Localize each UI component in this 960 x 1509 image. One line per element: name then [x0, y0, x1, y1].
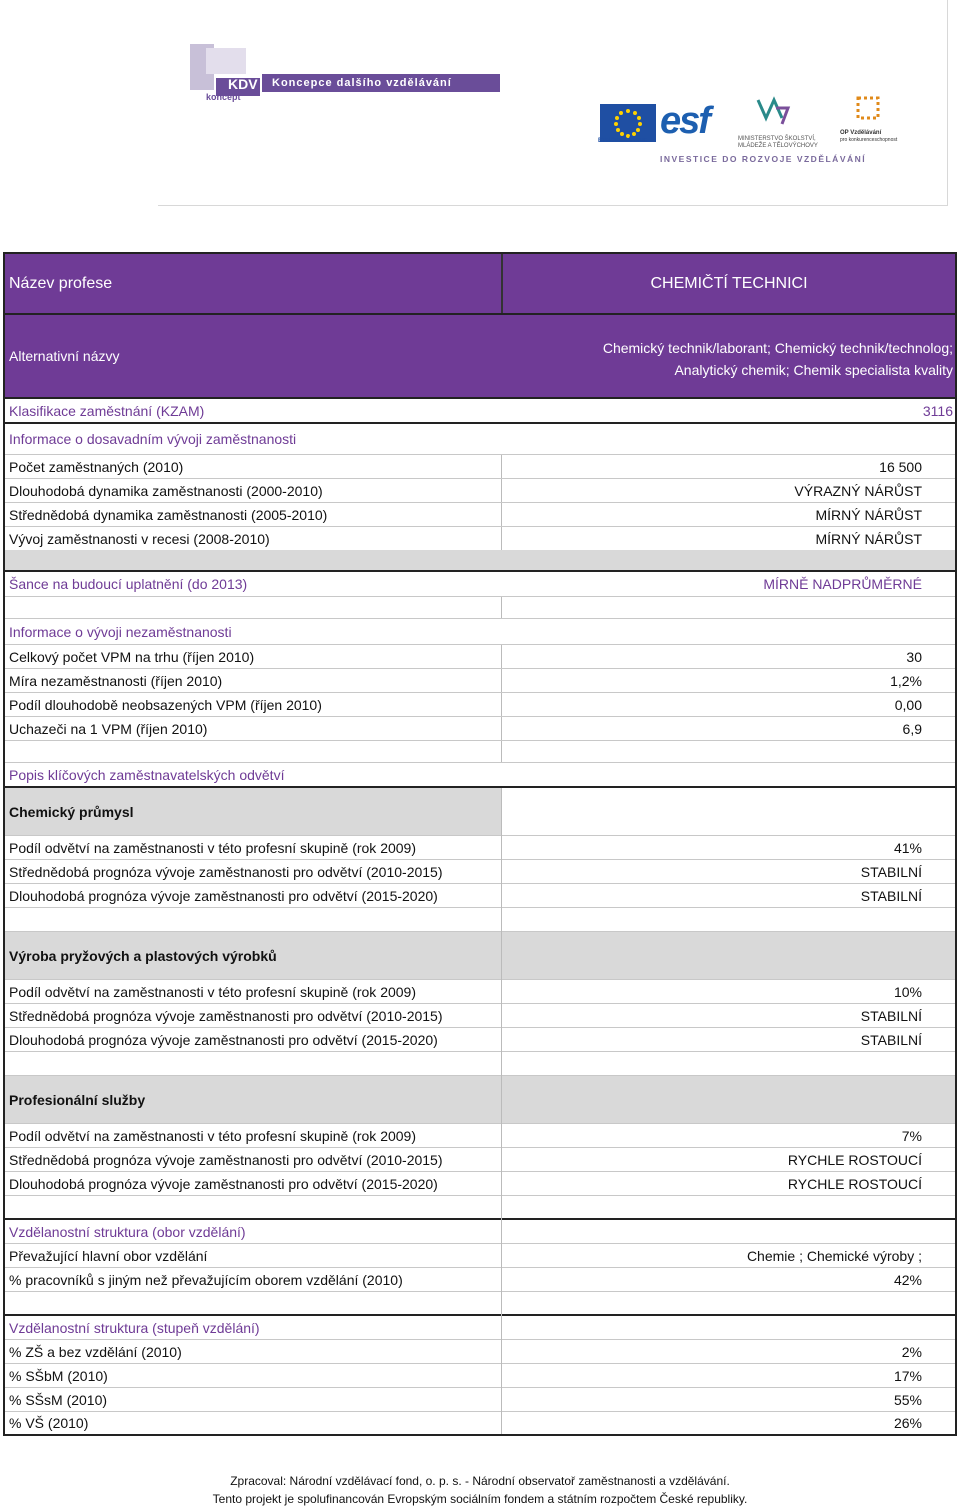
empty-row: [5, 597, 955, 619]
empty-row: [5, 741, 955, 763]
row-label: Uchazeči na 1 VPM (říjen 2010): [9, 720, 208, 737]
row-label: Podíl odvětví na zaměstnanosti v této profesní skupině (rok 2009): [9, 1127, 417, 1144]
outlook-value: MÍRNĚ NADPRŮMĚRNÉ: [763, 576, 922, 592]
table-row: [5, 693, 955, 717]
row-label: Převažující hlavní obor vzdělání: [9, 1247, 208, 1264]
name-label: Název profese: [9, 274, 113, 292]
svg-text:OP Vzdělávání: OP Vzdělávání: [840, 130, 882, 136]
esf-logo: esf: [660, 100, 709, 142]
alt-names-line-1: Chemický technik/laborant; Chemický technik/technolog;: [602, 340, 953, 356]
row-label: Dlouhodobá dynamika zaměstnanosti (2000-2010): [9, 482, 323, 499]
alt-names-value: [603, 337, 953, 381]
msmt-logo-icon: [736, 96, 836, 152]
row-value: 41%: [893, 839, 922, 856]
kzam-label: Klasifikace zaměstnání (KZAM): [9, 402, 205, 419]
row-label: Střednědobá dynamika zaměstnanosti (2005-2010): [9, 506, 328, 523]
svg-text:MLÁDEŽE A TĚLOVÝCHOVY: MLÁDEŽE A TĚLOVÝCHOVY: [738, 143, 818, 149]
row-value: STABILNÍ: [860, 1007, 922, 1024]
row-value: 7%: [901, 1127, 922, 1144]
row-label: % SŠbM (2010): [9, 1367, 108, 1384]
row-value: 6,9: [902, 720, 922, 737]
unemployment-title-row: [5, 619, 955, 645]
outlook-row: [5, 572, 955, 597]
empty-row: [5, 908, 955, 932]
empty-row: [5, 1196, 955, 1220]
table-row: [5, 1124, 955, 1148]
row-label: % VŠ (2010): [9, 1415, 89, 1431]
row-label: Podíl dlouhodobě neobsazených VPM (říjen 2010): [9, 696, 322, 713]
svg-text:pro konkurenceschopnost: pro konkurenceschopnost: [840, 137, 898, 143]
row-label: Střednědobá prognóza vývoje zaměstnanosti pro odvětví (2010-2015): [9, 1007, 443, 1024]
sectors-title-row: [5, 763, 955, 788]
table-row: [5, 527, 955, 550]
row-value: 2%: [901, 1343, 922, 1360]
table-row: [5, 860, 955, 884]
row-label: % ZŠ a bez vzdělání (2010): [9, 1343, 182, 1360]
sector-name: Chemický průmysl: [9, 803, 134, 820]
table-row: [5, 1004, 955, 1028]
table-row: [5, 455, 955, 479]
table-row: [5, 1148, 955, 1172]
row-value: VÝRAZNÝ NÁRŮST: [794, 482, 922, 499]
kzam-value: 3116: [922, 402, 953, 419]
table-row: [5, 479, 955, 503]
kzam-row: [5, 399, 955, 424]
row-value: 55%: [893, 1391, 922, 1408]
sector-header: [5, 788, 955, 836]
row-value: STABILNÍ: [860, 863, 922, 880]
table-row: [5, 1364, 955, 1388]
employment-title: Informace o dosavadním vývoji zaměstnanosti: [9, 431, 297, 447]
row-label: Podíl odvětví na zaměstnanosti v této profesní skupině (rok 2009): [9, 839, 417, 856]
row-value: Chemie ; Chemické výroby ;: [746, 1247, 922, 1264]
row-value: STABILNÍ: [860, 1031, 922, 1048]
op-logo-icon: [838, 96, 918, 148]
row-label: Dlouhodobá prognóza vývoje zaměstnanosti pro odvětví (2015-2020): [9, 887, 438, 904]
alt-names-label: Alternativní názvy: [9, 348, 120, 364]
kdv-brand: KDV: [228, 76, 258, 92]
profession-name: CHEMIČTÍ TECHNICI: [650, 274, 808, 292]
alt-names-line-2: Analytický chemik; Chemik specialista kvality: [674, 362, 953, 378]
row-label: Podíl odvětví na zaměstnanosti v této profesní skupině (rok 2009): [9, 983, 417, 1000]
education-field-title: Vzdělanostní struktura (obor vzdělání): [9, 1223, 246, 1240]
kdv-wordmark: Koncepce dalšího vzdělávání: [262, 74, 500, 92]
row-value: STABILNÍ: [860, 887, 922, 904]
row-label: Střednědobá prognóza vývoje zaměstnanosti pro odvětví (2010-2015): [9, 1151, 443, 1168]
row-value: RYCHLE ROSTOUCÍ: [787, 1175, 922, 1192]
table-row: [5, 503, 955, 527]
footer-line-2: Tento projekt je spolufinancován Evropským sociálním fondem a státním rozpočtem České republiky.: [212, 1492, 748, 1506]
table-row: [5, 1412, 955, 1434]
row-value: 16 500: [879, 458, 922, 475]
row-value: MÍRNÝ NÁRŮST: [815, 530, 922, 547]
table-row: [5, 1268, 955, 1292]
education-field-title-row: [5, 1220, 955, 1244]
empty-row: [5, 1292, 955, 1316]
sectors-title: Popis klíčových zaměstnavatelských odvětví: [9, 766, 285, 783]
sector-name: Profesionální služby: [9, 1091, 146, 1108]
row-label: Střednědobá prognóza vývoje zaměstnanosti pro odvětví (2010-2015): [9, 863, 443, 880]
row-value: RYCHLE ROSTOUCÍ: [787, 1151, 922, 1168]
row-label: % SŠsM (2010): [9, 1391, 108, 1408]
table-row: [5, 717, 955, 741]
table-row: [5, 884, 955, 908]
row-label: Míra nezaměstnanosti (říjen 2010): [9, 672, 223, 689]
row-label: Vývoj zaměstnanosti v recesi (2008-2010): [9, 530, 270, 547]
row-label: Dlouhodobá prognóza vývoje zaměstnanosti pro odvětví (2015-2020): [9, 1031, 438, 1048]
sector-header: [5, 932, 955, 980]
profile-table: [3, 252, 957, 1436]
column-divider: [501, 788, 502, 1434]
table-row: [5, 1172, 955, 1196]
row-value: 26%: [893, 1415, 922, 1431]
table-row: [5, 1028, 955, 1052]
unemployment-block: [5, 645, 955, 741]
row-value: 17%: [893, 1367, 922, 1384]
alt-names-row: [5, 315, 955, 399]
education-level-title: Vzdělanostní struktura (stupeň vzdělání): [9, 1319, 260, 1336]
investice-label: INVESTICE DO ROZVOJE VZDĚLÁVÁNÍ: [660, 154, 867, 164]
row-value: 1,2%: [890, 672, 922, 689]
row-value: 0,00: [894, 696, 922, 713]
table-row: [5, 645, 955, 669]
svg-text:MINISTERSTVO ŠKOLSTVÍ,: MINISTERSTVO ŠKOLSTVÍ,: [738, 136, 816, 142]
eu-label: EVROPSKÁ UNIE: [598, 138, 648, 144]
row-value: 42%: [893, 1271, 922, 1288]
name-row: [5, 254, 955, 315]
table-row: [5, 1244, 955, 1268]
row-value: MÍRNÝ NÁRŮST: [815, 506, 922, 523]
row-value: 30: [906, 648, 922, 665]
separator-row: [5, 550, 955, 572]
table-row: [5, 1340, 955, 1364]
kdv-sub: koncept: [206, 92, 241, 102]
table-row: [5, 1388, 955, 1412]
row-label: Celkový počet VPM na trhu (říjen 2010): [9, 648, 255, 665]
row-label: % pracovníků s jiným než převažujícím oborem vzdělání (2010): [9, 1271, 403, 1288]
employment-title-row: [5, 424, 955, 455]
sector-name: Výroba pryžových a plastových výrobků: [9, 947, 277, 964]
footer-line-1: Zpracoval: Národní vzdělávací fond, o. p. s. - Národní observatoř zaměstnanosti a vzdělávání.: [230, 1474, 730, 1488]
row-label: Dlouhodobá prognóza vývoje zaměstnanosti pro odvětví (2015-2020): [9, 1175, 438, 1192]
sector-header: [5, 1076, 955, 1124]
row-label: Počet zaměstnaných (2010): [9, 458, 184, 475]
table-row: [5, 980, 955, 1004]
table-row: [5, 669, 955, 693]
education-level-title-row: [5, 1316, 955, 1340]
eu-flag-icon: [600, 104, 656, 142]
table-row: [5, 836, 955, 860]
outlook-label: Šance na budoucí uplatnění (do 2013): [9, 576, 248, 592]
empty-row: [5, 1052, 955, 1076]
employment-block: [5, 455, 955, 550]
row-value: 10%: [893, 983, 922, 1000]
unemployment-title: Informace o vývoji nezaměstnanosti: [9, 623, 232, 640]
